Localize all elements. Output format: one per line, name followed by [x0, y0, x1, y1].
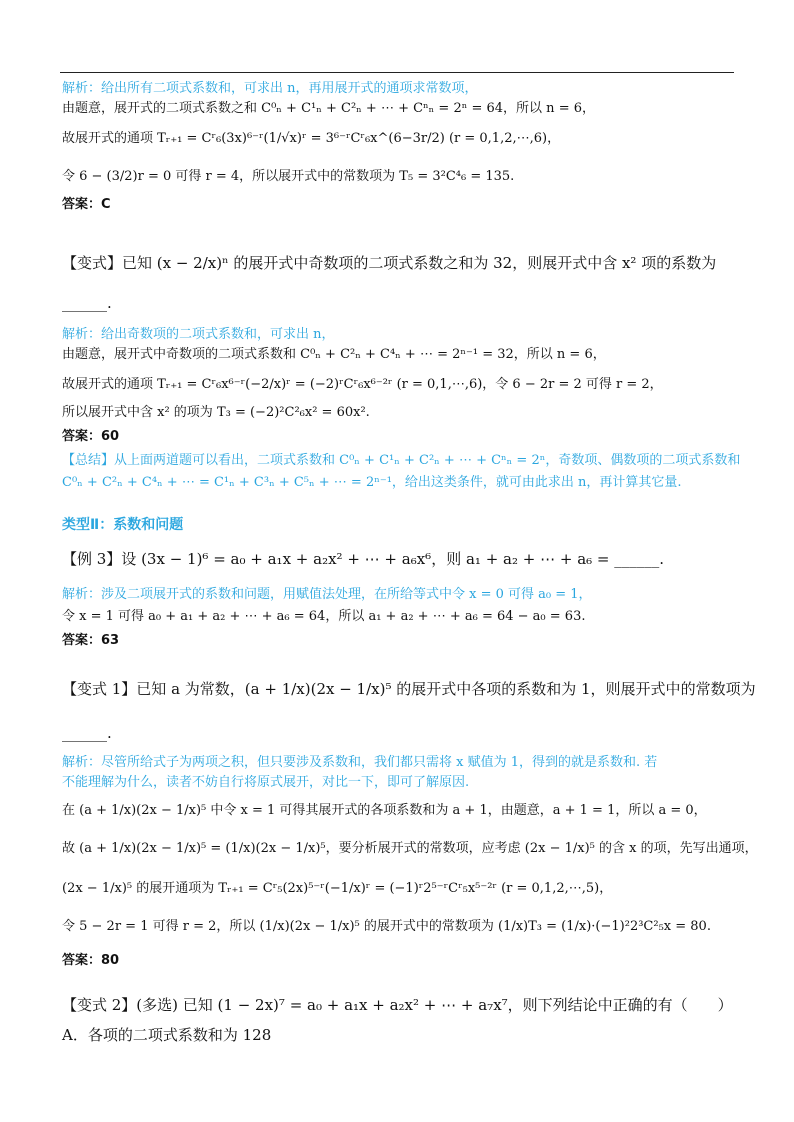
answer-line: 答案：60 — [62, 429, 120, 444]
text-line: 故展开式的通项 Tᵣ₊₁ = Cʳ₆(3x)⁶⁻ʳ(1/√x)ʳ = 3⁶⁻ʳCʳ₆x^(6−3r/2) (r = 0,1,2,⋯,6)， — [62, 131, 561, 146]
question-line: 【例 3】设 (3x − 1)⁶ = a₀ + a₁x + a₂x² + ⋯ + a₆x⁶，则 a₁ + a₂ + ⋯ + a₆ = ______. — [62, 550, 665, 568]
text-line: 故 (a + 1/x)(2x − 1/x)⁵ = (1/x)(2x − 1/x)⁵，要分析展开式的常数项，应考虑 (2x − 1/x)⁵ 的含 x 的项，先写出通项， — [62, 841, 758, 856]
option-a: A．各项的二项式系数和为 128 — [62, 1026, 272, 1044]
question-line: 【变式 1】已知 a 为常数，(a + 1/x)(2x − 1/x)⁵ 的展开式中各项的系数和为 1，则展开式中的常数项为 — [62, 680, 756, 698]
analysis-line: 解析：给出奇数项的二项式系数和，可求出 n， — [62, 327, 335, 342]
answer-line: 答案：63 — [62, 633, 120, 648]
text-line: 由题意，展开式中奇数项的二项式系数和 C⁰ₙ + C²ₙ + C⁴ₙ + ⋯ = 2ⁿ⁻¹ = 32，所以 n = 6， — [62, 347, 606, 362]
text-line: 所以展开式中含 x² 的项为 T₃ = (−2)²C²₆x² = 60x². — [62, 405, 370, 420]
section-heading: 类型Ⅱ：系数和问题 — [62, 517, 184, 533]
text-line: 令 x = 1 可得 a₀ + a₁ + a₂ + ⋯ + a₆ = 64，所以 a₁ + a₂ + ⋯ + a₆ = 64 − a₀ = 63. — [62, 609, 586, 624]
analysis-line: 解析：给出所有二项式系数和，可求出 n，再用展开式的通项求常数项， — [62, 81, 478, 96]
question-line: 【变式 2】(多选) 已知 (1 − 2x)⁷ = a₀ + a₁x + a₂x² + ⋯ + a₇x⁷，则下列结论中正确的有（ ） — [62, 996, 733, 1014]
text-line: 在 (a + 1/x)(2x − 1/x)⁵ 中令 x = 1 可得其展开式的各项系数和为 a + 1，由题意，a + 1 = 1，所以 a = 0， — [62, 803, 707, 818]
text-line: 令 5 − 2r = 1 可得 r = 2，所以 (1/x)(2x − 1/x)⁵ 的展开式中的常数项为 (1/x)T₃ = (1/x)·(−1)²2³C²₅x = 80. — [62, 919, 711, 934]
summary-line: 【总结】从上面两道题可以看出，二项式系数和 C⁰ₙ + C¹ₙ + C²ₙ + ⋯ + Cⁿₙ = 2ⁿ，奇数项、偶数项的二项式系数和 — [62, 453, 741, 468]
text-line: 故展开式的通项 Tᵣ₊₁ = Cʳ₆x⁶⁻ʳ(−2/x)ʳ = (−2)ʳCʳ₆x⁶⁻²ʳ (r = 0,1,⋯,6)，令 6 − 2r = 2 可得 r = 2， — [62, 377, 663, 392]
answer-blank: ______. — [62, 294, 112, 312]
analysis-line: 不能理解为什么，读者不妨自行将原式展开，对比一下，即可了解原因. — [62, 775, 470, 790]
answer-blank: ______. — [62, 724, 112, 742]
summary-line: C⁰ₙ + C²ₙ + C⁴ₙ + ⋯ = C¹ₙ + C³ₙ + C⁵ₙ + ⋯ = 2ⁿ⁻¹，给出这类条件，就可由此求出 n，再计算其它量. — [62, 475, 682, 490]
answer-line: 答案：C — [62, 197, 111, 212]
answer-line: 答案：80 — [62, 953, 120, 968]
analysis-line: 解析：涉及二项展开式的系数和问题，用赋值法处理，在所给等式中令 x = 0 可得 a₀ = 1， — [62, 587, 592, 602]
header-rule — [60, 72, 734, 73]
text-line: (2x − 1/x)⁵ 的展开通项为 Tᵣ₊₁ = Cʳ₅(2x)⁵⁻ʳ(−1/x)ʳ = (−1)ʳ2⁵⁻ʳCʳ₅x⁵⁻²ʳ (r = 0,1,2,⋯,5)， — [62, 881, 613, 896]
text-line: 由题意，展开式的二项式系数之和 C⁰ₙ + C¹ₙ + C²ₙ + ⋯ + Cⁿₙ = 2ⁿ = 64，所以 n = 6， — [62, 101, 595, 116]
text-line: 令 6 − (3/2)r = 0 可得 r = 4，所以展开式中的常数项为 T₅ = 3²C⁴₆ = 135. — [62, 169, 515, 184]
analysis-line: 解析：尽管所给式子为两项之积，但只要涉及系数和，我们都只需将 x 赋值为 1，得到的就是系数和. 若 — [62, 755, 658, 770]
question-line: 【变式】已知 (x − 2/x)ⁿ 的展开式中奇数项的二项式系数之和为 32，则展开式中含 x² 项的系数为 — [62, 254, 717, 272]
